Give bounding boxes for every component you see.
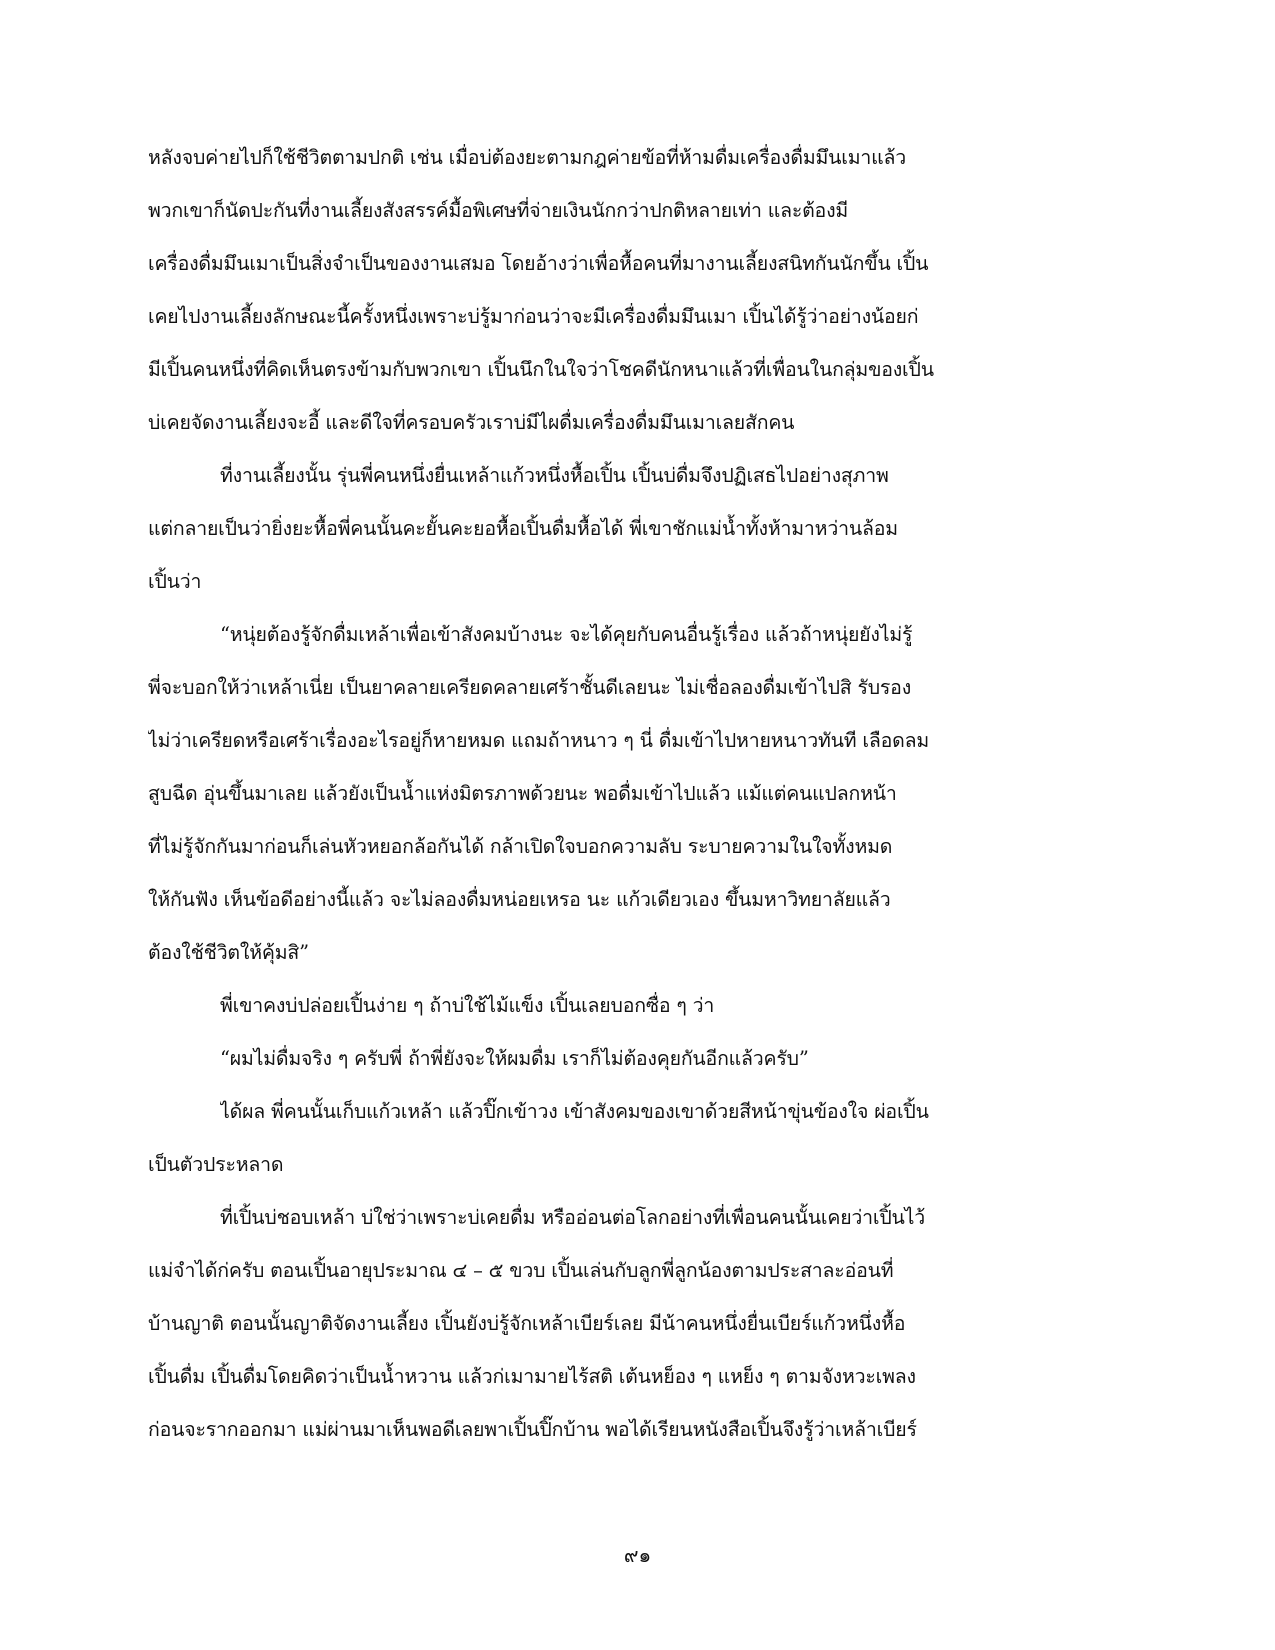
text-line: ที่ไม่รู้จักกันมาก่อนก็เล่นหัวหยอกล้อกันได้ กล้าเปิดใจบอกความลับ ระบายความในใจทั้งหมด	[148, 835, 893, 858]
text-line: พวกเขาก็นัดปะกันที่งานเลี้ยงสังสรรค์มื้อพิเศษที่จ่ายเงินนักกว่าปกติหลายเท่า และต้องมี	[148, 199, 849, 222]
text-line: ได้ผล พี่คนนั้นเก็บแก้วเหล้า แล้วปิ๊กเข้าวง เข้าสังคมของเขาด้วยสีหน้าขุ่นข้องใจ ผ่อเปิ้น	[220, 1100, 929, 1123]
text-line: เปิ้นว่า	[148, 570, 202, 593]
text-line: เป็นตัวประหลาด	[148, 1153, 284, 1176]
text-line: ที่งานเลี้ยงนั้น รุ่นพี่คนหนึ่งยื่นเหล้าแก้วหนึ่งหื้อเปิ้น เปิ้นบ่ดื่มจึงปฏิเสธไปอย่างสุภาพ	[220, 464, 889, 487]
text-line: มีเปิ้นคนหนึ่งที่คิดเห็นตรงข้ามกับพวกเขา เปิ้นนึกในใจว่าโชคดีนักหนาแล้วที่เพื่อนในกลุ่มของเปิ้น	[148, 358, 934, 381]
text-line: ก่อนจะรากออกมา แม่ผ่านมาเห็นพอดีเลยพาเปิ้นปิ๊กบ้าน พอได้เรียนหนังสือเปิ้นจึงรู้ว่าเหล้าเบียร์	[148, 1418, 917, 1441]
text-line: ไม่ว่าเครียดหรือเศร้าเรื่องอะไรอยู่ก็หายหมด แถมถ้าหนาว ๆ นี่ ดื่มเข้าไปหายหนาวทันที เลือดลม	[148, 729, 929, 752]
text-line: เปิ้นดื่ม เปิ้นดื่มโดยคิดว่าเป็นน้ำหวาน แล้วก่เมามายไร้สติ เต้นหย็อง ๆ แหย็ง ๆ ตามจังหวะเพลง	[148, 1365, 916, 1388]
text-line: สูบฉีด อุ่นขึ้นมาเลย แล้วยังเป็นน้ำแห่งมิตรภาพด้วยนะ พอดื่มเข้าไปแล้ว แม้แต่คนแปลกหน้า	[148, 782, 897, 805]
text-line: พี่จะบอกให้ว่าเหล้าเนี่ย เป็นยาคลายเครียดคลายเศร้าชั้นดีเลยนะ ไม่เชื่อลองดื่มเข้าไปสิ รับรอง	[148, 676, 912, 699]
text-line: เครื่องดื่มมึนเมาเป็นสิ่งจำเป็นของงานเสมอ โดยอ้างว่าเพื่อหื้อคนที่มางานเลี้ยงสนิทกันนักขึ้น เปิ้น	[148, 252, 929, 275]
text-line: เคยไปงานเลี้ยงลักษณะนี้ครั้งหนึ่งเพราะบ่รู้มาก่อนว่าจะมีเครื่องดื่มมึนเมา เปิ้นได้รู้ว่าอย่างน้อยก่	[148, 305, 919, 328]
text-line: ให้กันฟัง เห็นข้อดีอย่างนี้แล้ว จะไม่ลองดื่มหน่อยเหรอ นะ แก้วเดียวเอง ขึ้นมหาวิทยาลัยแล้ว	[148, 888, 891, 911]
text-line: บ่เคยจัดงานเลี้ยงจะอี้ และดีใจที่ครอบครัวเราบ่มีไผดื่มเครื่องดื่มมึนเมาเลยสักคน	[148, 411, 795, 434]
text-line: ที่เปิ้นบ่ชอบเหล้า บ่ใช่ว่าเพราะบ่เคยดื่ม หรืออ่อนต่อโลกอย่างที่เพื่อนคนนั้นเคยว่าเปิ้นไว้	[220, 1206, 926, 1229]
text-line: แม่จำได้ก่ครับ ตอนเปิ้นอายุประมาณ ๔ – ๕ ขวบ เปิ้นเล่นกับลูกพี่ลูกน้องตามประสาละอ่อนที่	[148, 1259, 894, 1282]
text-line: หลังจบค่ายไปก็ใช้ชีวิตตามปกติ เช่น เมื่อบ่ต้องยะตามกฎค่ายข้อที่ห้ามดื่มเครื่องดื่มมึนเมาแล้ว	[148, 146, 907, 169]
text-line: “หนุ่ยต้องรู้จักดื่มเหล้าเพื่อเข้าสังคมบ้างนะ จะได้คุยกับคนอื่นรู้เรื่อง แล้วถ้าหนุ่ยยังไม่รู้	[220, 623, 913, 646]
text-line: ต้องใช้ชีวิตให้คุ้มสิ”	[148, 941, 309, 964]
text-line: แต่กลายเป็นว่ายิ่งยะหื้อพี่คนนั้นคะยั้นคะยอหื้อเปิ้นดื่มหื้อได้ พี่เขาชักแม่น้ำทั้งห้ามาหว่านล้อม	[148, 517, 898, 540]
text-line: “ผมไม่ดื่มจริง ๆ ครับพี่ ถ้าพี่ยังจะให้ผมดื่ม เราก็ไม่ต้องคุยกันอีกแล้วครับ”	[220, 1047, 809, 1070]
text-line: บ้านญาติ ตอนนั้นญาติจัดงานเลี้ยง เปิ้นยังบ่รู้จักเหล้าเบียร์เลย มีน้าคนหนึ่งยื่นเบียร์แก้วหนึ่งหื้อ	[148, 1312, 906, 1335]
text-line: พี่เขาคงบ่ปล่อยเปิ้นง่าย ๆ ถ้าบ่ใช้ไม้แข็ง เปิ้นเลยบอกซื่อ ๆ ว่า	[220, 994, 715, 1017]
page-number: ๙๑	[623, 1543, 652, 1567]
